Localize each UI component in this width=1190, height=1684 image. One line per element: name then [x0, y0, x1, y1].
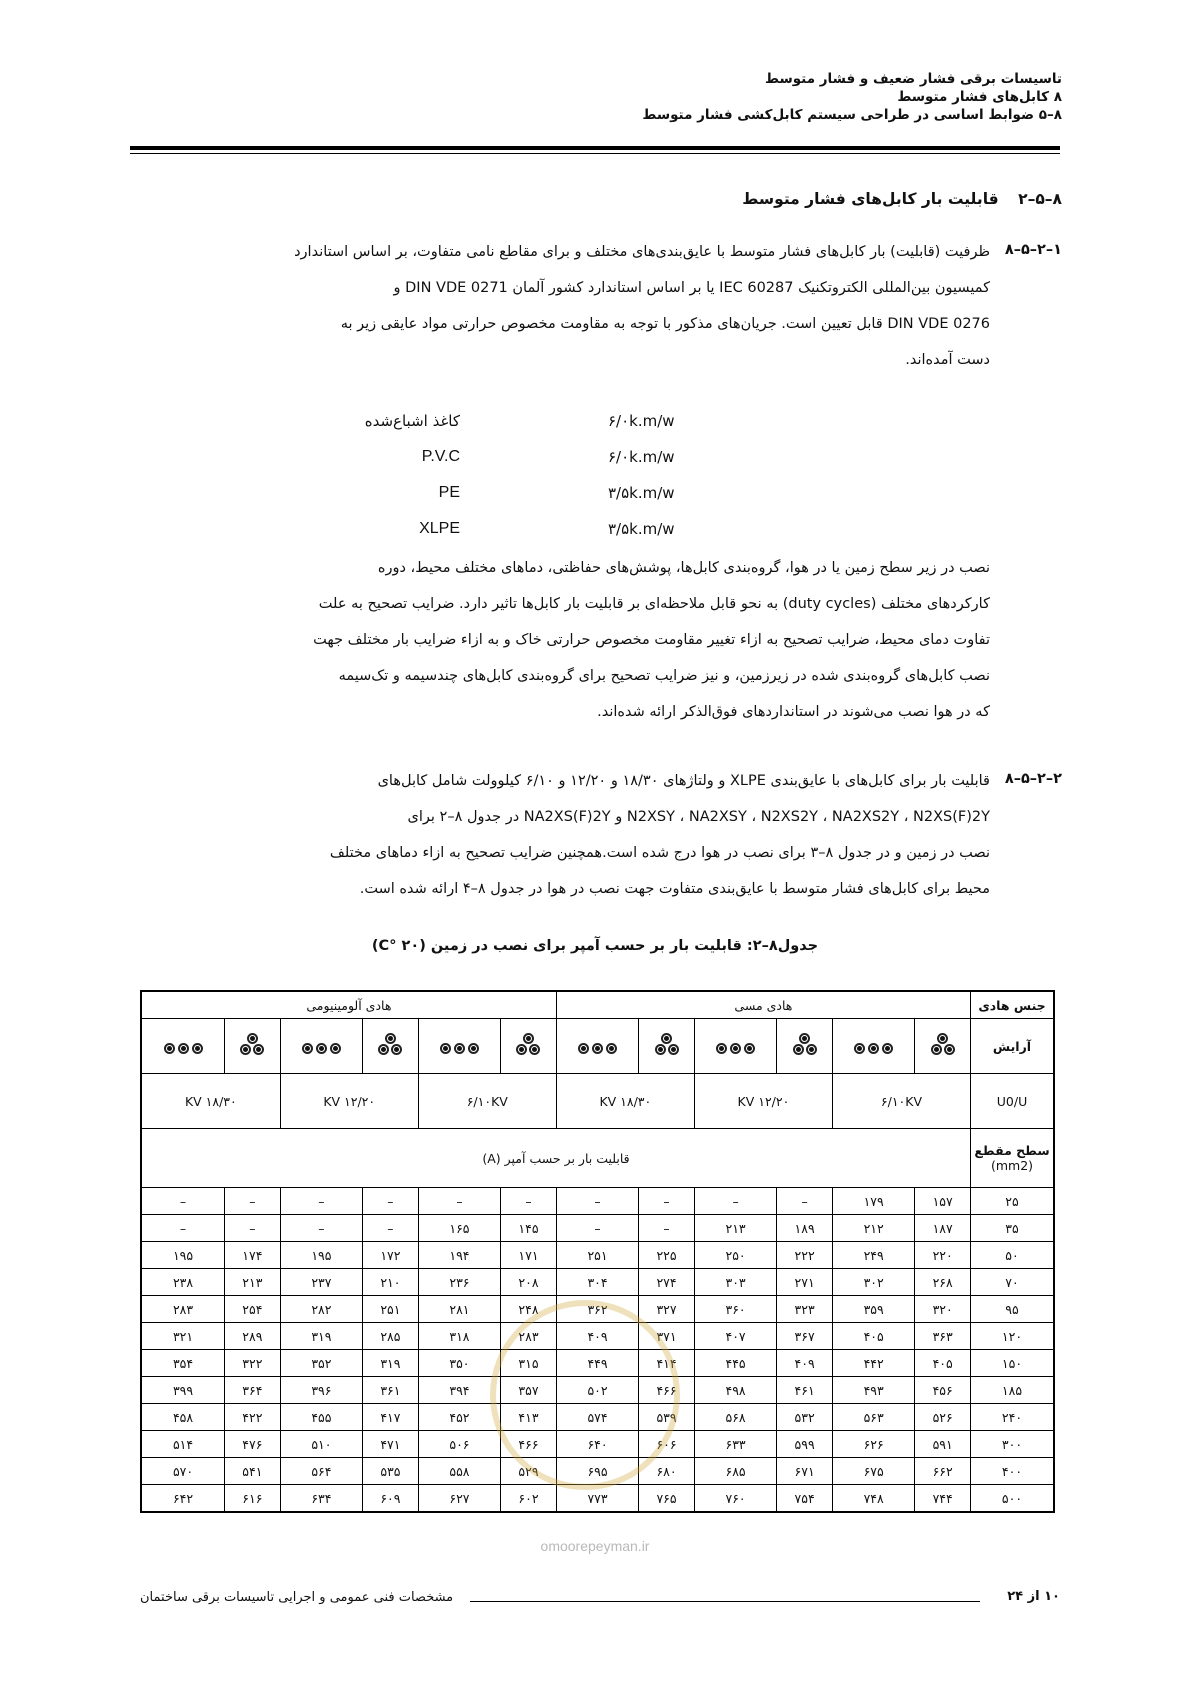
material-name: XLPE [419, 520, 460, 537]
value-cell: ۴۵۵ [280, 1404, 362, 1431]
section-cell: ۵۰۰ [971, 1485, 1055, 1513]
arrangement-cell [639, 1019, 695, 1074]
paragraph-1 [160, 234, 990, 378]
value-cell: ۶۴۲ [141, 1485, 225, 1513]
value-cell: ۴۰۵ [832, 1323, 914, 1350]
value-cell: ۳۲۰ [915, 1296, 971, 1323]
value-cell: ۷۶۰ [694, 1485, 776, 1513]
voltage-cell: ۱۸/۳۰ KV [141, 1074, 280, 1129]
paragraph-2-line: نصب کابل‌های گروه‌بندی شده در زیرزمین، و نیز ضرایب تصحیح برای گروه‌بندی کابل‌های چندسیمه و تک‌سیمه [338, 668, 990, 684]
voltage-cell: ۱۸/۳۰ KV [556, 1074, 694, 1129]
trefoil-arrangement-icon [792, 1033, 818, 1057]
value-cell: ۲۷۱ [777, 1269, 833, 1296]
value-cell: ۴۵۶ [915, 1377, 971, 1404]
value-cell: ۷۷۳ [556, 1485, 638, 1513]
section-unit: (mm2) [990, 1158, 1034, 1173]
material-name: PE [438, 484, 460, 501]
value-cell: – [639, 1188, 695, 1215]
paragraph-2-line: تفاوت دمای محیط، ضرایب تصحیح به ازاء تغییر مقاومت مخصوص حرارتی خاک و به ازاء ضرایب بار مختلف جهت [313, 632, 990, 648]
value-cell: – [280, 1188, 362, 1215]
value-cell: – [418, 1188, 500, 1215]
value-cell: ۲۸۳ [501, 1323, 557, 1350]
value-cell: ۷۴۴ [915, 1485, 971, 1513]
value-cell: ۲۸۹ [225, 1323, 281, 1350]
value-cell: ۱۸۷ [915, 1215, 971, 1242]
arrangement-label: آرایش [971, 1019, 1055, 1074]
value-cell: ۶۲۷ [418, 1485, 500, 1513]
value-cell: ۲۸۱ [418, 1296, 500, 1323]
value-cell: ۳۰۲ [832, 1269, 914, 1296]
value-cell: – [556, 1215, 638, 1242]
value-cell: ۵۰۲ [556, 1377, 638, 1404]
value-cell: – [694, 1188, 776, 1215]
material-row [0, 412, 1190, 436]
value-cell: ۴۵۲ [418, 1404, 500, 1431]
value-cell: ۲۸۳ [141, 1296, 225, 1323]
paragraph-3 [160, 763, 990, 907]
header-rule-thin [130, 153, 1060, 154]
value-cell: ۵۶۸ [694, 1404, 776, 1431]
section-number: ۸–۵–۲ [1018, 190, 1062, 208]
voltage-cell: ۶/۱۰KV [832, 1074, 970, 1129]
material-name: P.V.C [421, 448, 460, 465]
section-cell: ۳۰۰ [971, 1431, 1055, 1458]
trefoil-arrangement-icon [930, 1033, 956, 1057]
value-cell: ۳۶۲ [556, 1296, 638, 1323]
value-cell: ۳۷۱ [639, 1323, 695, 1350]
value-cell: ۳۹۹ [141, 1377, 225, 1404]
trefoil-arrangement-icon [377, 1033, 403, 1057]
voltage-cell: ۱۲/۲۰ KV [280, 1074, 418, 1129]
page-number: ۱۰ از ۲۴ [1007, 1589, 1060, 1604]
section-cell: ۱۲۰ [971, 1323, 1055, 1350]
value-cell: – [141, 1215, 225, 1242]
value-cell: – [501, 1188, 557, 1215]
value-cell: – [280, 1215, 362, 1242]
arrangement-cell [141, 1019, 225, 1074]
section-cell: ۹۵ [971, 1296, 1055, 1323]
value-cell: ۱۷۹ [832, 1188, 914, 1215]
value-cell: ۵۹۹ [777, 1431, 833, 1458]
voltage-row [141, 1074, 1054, 1129]
material-row [0, 484, 1190, 508]
value-cell: ۲۲۵ [639, 1242, 695, 1269]
watermark-text: omoorepeyman.ir [540, 1538, 650, 1554]
value-cell: ۷۴۸ [832, 1485, 914, 1513]
arrangement-cell [832, 1019, 914, 1074]
table-row [141, 1215, 1054, 1242]
value-cell: ۳۹۴ [418, 1377, 500, 1404]
value-cell: ۵۲۹ [501, 1458, 557, 1485]
value-cell: ۲۶۸ [915, 1269, 971, 1296]
paragraph-number-1: ۸–۵–۲–۱ [1004, 242, 1062, 258]
value-cell: ۲۵۱ [556, 1242, 638, 1269]
value-cell: ۱۴۵ [501, 1215, 557, 1242]
value-cell: ۵۰۶ [418, 1431, 500, 1458]
flat-arrangement-icon [716, 1043, 755, 1054]
arrangement-cell [694, 1019, 776, 1074]
value-cell: ۱۸۹ [777, 1215, 833, 1242]
value-cell: ۵۴۱ [225, 1458, 281, 1485]
header-line-1: تاسیسات برقی فشار ضعیف و فشار متوسط [764, 71, 1062, 87]
aluminium-group-header: هادی آلومینیومی [141, 991, 556, 1019]
arrangement-cell [915, 1019, 971, 1074]
unit-row [141, 1129, 1054, 1188]
value-cell: ۲۵۴ [225, 1296, 281, 1323]
flat-arrangement-icon [578, 1043, 617, 1054]
value-cell: ۴۶۱ [777, 1377, 833, 1404]
value-cell: ۵۶۳ [832, 1404, 914, 1431]
value-cell: ۳۶۴ [225, 1377, 281, 1404]
section-title: قابلیت بار کابل‌های فشار متوسط [742, 190, 999, 208]
value-cell: ۳۵۲ [280, 1350, 362, 1377]
value-cell: ۲۳۷ [280, 1269, 362, 1296]
value-cell: ۱۹۵ [280, 1242, 362, 1269]
paragraph-2-line: که در هوا نصب می‌شوند در استانداردهای فوق‌الذکر ارائه شده‌اند. [597, 704, 990, 720]
value-cell: ۵۳۲ [777, 1404, 833, 1431]
value-cell: ۵۹۱ [915, 1431, 971, 1458]
value-cell: ۵۱۴ [141, 1431, 225, 1458]
table-caption: جدول۸–۲: قابلیت بار بر حسب آمپر برای نصب در زمین (۲۰ °C) [371, 938, 819, 954]
value-cell: ۴۰۹ [777, 1350, 833, 1377]
value-cell: – [363, 1215, 419, 1242]
value-cell: ۶۸۵ [694, 1458, 776, 1485]
value-cell: – [225, 1188, 281, 1215]
value-cell: – [639, 1215, 695, 1242]
value-cell: ۴۴۹ [556, 1350, 638, 1377]
value-cell: ۵۶۴ [280, 1458, 362, 1485]
watermark-seal [490, 1300, 680, 1490]
value-cell: ۴۱۴ [639, 1350, 695, 1377]
value-cell: ۳۱۹ [280, 1323, 362, 1350]
value-cell: ۳۰۴ [556, 1269, 638, 1296]
value-cell: ۴۱۷ [363, 1404, 419, 1431]
flat-arrangement-icon [302, 1043, 341, 1054]
section-cell: ۲۵ [971, 1188, 1055, 1215]
value-cell: ۳۲۷ [639, 1296, 695, 1323]
paragraph-2-line: نصب در زیر سطح زمین یا در هوا، گروه‌بندی کابل‌ها، پوشش‌های حفاظتی، دماهای مختلف محیط، دوره [377, 560, 990, 576]
section-cell: ۳۵ [971, 1215, 1055, 1242]
value-cell: ۶۷۱ [777, 1458, 833, 1485]
value-cell: ۶۰۹ [363, 1485, 419, 1513]
flat-arrangement-icon [164, 1043, 203, 1054]
value-cell: ۶۹۵ [556, 1458, 638, 1485]
section-cell: ۱۵۰ [971, 1350, 1055, 1377]
value-cell: ۵۵۸ [418, 1458, 500, 1485]
paragraph-3-line: نصب در زمین و در جدول ۸–۳ برای نصب در هوا درج شده است.همچنین ضرایب تصحیح به ازاء دماهای مختلف [329, 845, 990, 861]
value-cell: – [556, 1188, 638, 1215]
section-cell: ۲۴۰ [971, 1404, 1055, 1431]
value-cell: ۲۴۸ [501, 1296, 557, 1323]
table-row [141, 1242, 1054, 1269]
value-cell: – [363, 1188, 419, 1215]
value-cell: ۶۰۶ [639, 1431, 695, 1458]
section-cell: ۱۸۵ [971, 1377, 1055, 1404]
arrangement-cell [418, 1019, 500, 1074]
capacity-label: قابلیت بار بر حسب آمپر (A) [141, 1129, 971, 1188]
arrangement-cell [280, 1019, 362, 1074]
value-cell: ۲۳۶ [418, 1269, 500, 1296]
value-cell: ۶۳۴ [280, 1485, 362, 1513]
value-cell: ۳۵۷ [501, 1377, 557, 1404]
value-cell: ۱۷۲ [363, 1242, 419, 1269]
section-label: سطح مقطع [974, 1143, 1050, 1158]
arrangement-cell [777, 1019, 833, 1074]
value-cell: ۵۷۰ [141, 1458, 225, 1485]
value-cell: ۲۵۰ [694, 1242, 776, 1269]
paragraph-2 [160, 550, 990, 730]
arrangement-cell [501, 1019, 557, 1074]
value-cell: ۳۰۳ [694, 1269, 776, 1296]
value-cell: ۵۱۰ [280, 1431, 362, 1458]
value-cell: ۳۵۹ [832, 1296, 914, 1323]
paragraph-1-line: ظرفیت (قابلیت) بار کابل‌های فشار متوسط با عایق‌بندی‌های مختلف و برای مقاطع نامی متفاوت، بر اساس استاندارد [294, 244, 990, 260]
trefoil-arrangement-icon [654, 1033, 680, 1057]
material-row [0, 520, 1190, 544]
value-cell: ۵۲۶ [915, 1404, 971, 1431]
value-cell: ۳۱۹ [363, 1350, 419, 1377]
paragraph-3-line: محیط برای کابل‌های فشار متوسط با عایق‌بندی متفاوت جهت نصب در هوا در جدول ۸–۴ ارائه شده است. [359, 881, 990, 897]
value-cell: ۲۸۵ [363, 1323, 419, 1350]
value-cell: – [141, 1188, 225, 1215]
table-row [141, 1188, 1054, 1215]
paragraph-1-line: DIN VDE 0276 قابل تعیین است. جریان‌های مذکور با توجه به مقاومت مخصوص حرارتی مواد عایقی زیر به [340, 316, 990, 332]
value-cell: ۱۶۵ [418, 1215, 500, 1242]
value-cell: ۴۹۳ [832, 1377, 914, 1404]
value-cell: ۴۹۸ [694, 1377, 776, 1404]
value-cell: ۳۲۲ [225, 1350, 281, 1377]
material-row [0, 448, 1190, 472]
value-cell: ۳۶۳ [915, 1323, 971, 1350]
trefoil-arrangement-icon [515, 1033, 541, 1057]
section-heading [742, 190, 1062, 208]
voltage-label: U0/U [971, 1074, 1055, 1129]
header-line-2: ۸ کابل‌های فشار متوسط [897, 89, 1062, 105]
value-cell: ۳۹۶ [280, 1377, 362, 1404]
trefoil-arrangement-icon [239, 1033, 265, 1057]
arrangement-row [141, 1019, 1054, 1074]
paragraph-3-line: قابلیت بار برای کابل‌های با عایق‌بندی XLPE و ولتاژهای ۱۸/۳۰ و ۱۲/۲۰ و ۶/۱۰ کیلوولت شامل کابل‌های [377, 773, 990, 789]
value-cell: ۲۰۸ [501, 1269, 557, 1296]
value-cell: ۴۰۵ [915, 1350, 971, 1377]
value-cell: ۳۵۰ [418, 1350, 500, 1377]
value-cell: – [225, 1215, 281, 1242]
value-cell: ۲۱۲ [832, 1215, 914, 1242]
value-cell: ۶۴۰ [556, 1431, 638, 1458]
conductor-label: جنس هادی [971, 991, 1055, 1019]
arrangement-cell [225, 1019, 281, 1074]
material-value: ۶/۰k.m/w [608, 448, 675, 466]
value-cell: ۵۳۵ [363, 1458, 419, 1485]
value-cell: ۳۶۷ [777, 1323, 833, 1350]
flat-arrangement-icon [440, 1043, 479, 1054]
value-cell: ۳۵۴ [141, 1350, 225, 1377]
value-cell: ۶۲۶ [832, 1431, 914, 1458]
value-cell: ۲۷۴ [639, 1269, 695, 1296]
value-cell: ۳۶۰ [694, 1296, 776, 1323]
value-cell: ۴۱۳ [501, 1404, 557, 1431]
value-cell: ۵۳۹ [639, 1404, 695, 1431]
footer-title: مشخصات فنی عمومی و اجرایی تاسیسات برقی ساختمان [140, 1590, 454, 1605]
value-cell: ۲۲۲ [777, 1242, 833, 1269]
voltage-cell: ۱۲/۲۰ KV [694, 1074, 832, 1129]
material-value: ۶/۰k.m/w [608, 412, 675, 430]
table-row [141, 1269, 1054, 1296]
value-cell: ۲۸۲ [280, 1296, 362, 1323]
copper-group-header: هادی مسی [556, 991, 970, 1019]
value-cell: ۴۵۸ [141, 1404, 225, 1431]
value-cell: ۴۰۹ [556, 1323, 638, 1350]
value-cell: ۱۷۴ [225, 1242, 281, 1269]
arrangement-cell [363, 1019, 419, 1074]
value-cell: ۶۱۶ [225, 1485, 281, 1513]
value-cell: ۲۱۰ [363, 1269, 419, 1296]
value-cell: ۶۶۲ [915, 1458, 971, 1485]
material-name: کاغذ اشباع‌شده [364, 412, 460, 430]
value-cell: ۲۵۱ [363, 1296, 419, 1323]
value-cell: ۳۱۵ [501, 1350, 557, 1377]
value-cell: ۱۷۱ [501, 1242, 557, 1269]
value-cell: ۴۷۱ [363, 1431, 419, 1458]
value-cell: ۱۹۵ [141, 1242, 225, 1269]
value-cell: ۲۱۳ [694, 1215, 776, 1242]
arrangement-cell [556, 1019, 638, 1074]
value-cell: ۶۷۵ [832, 1458, 914, 1485]
value-cell: ۴۰۷ [694, 1323, 776, 1350]
header-line-3: ۸–۵ ضوابط اساسی در طراحی سیستم کابل‌کشی فشار متوسط [642, 107, 1062, 123]
value-cell: ۲۱۳ [225, 1269, 281, 1296]
paragraph-number-3: ۸–۵–۲–۲ [1004, 771, 1062, 787]
paragraph-2-line: کارکردهای مختلف (duty cycles) به نحو قابل ملاحظه‌ای بر قابلیت بار کابل‌ها تاثیر دارد. ضرایب تصحیح به علت [318, 596, 990, 612]
value-cell: – [777, 1188, 833, 1215]
section-label-cell [971, 1129, 1055, 1188]
value-cell: ۴۶۶ [639, 1377, 695, 1404]
running-header [122, 70, 1062, 124]
material-value: ۳/۵k.m/w [608, 484, 675, 502]
value-cell: ۴۶۶ [501, 1431, 557, 1458]
section-cell: ۴۰۰ [971, 1458, 1055, 1485]
value-cell: ۴۲۲ [225, 1404, 281, 1431]
value-cell: ۳۱۸ [418, 1323, 500, 1350]
section-cell: ۵۰ [971, 1242, 1055, 1269]
value-cell: ۱۹۴ [418, 1242, 500, 1269]
value-cell: ۱۵۷ [915, 1188, 971, 1215]
value-cell: ۴۴۵ [694, 1350, 776, 1377]
header-rule-thick [130, 146, 1060, 150]
value-cell: ۷۶۵ [639, 1485, 695, 1513]
section-cell: ۷۰ [971, 1269, 1055, 1296]
value-cell: ۲۳۸ [141, 1269, 225, 1296]
footer-rule [470, 1601, 980, 1602]
value-cell: ۶۳۳ [694, 1431, 776, 1458]
paragraph-1-line: دست آمده‌اند. [905, 352, 990, 368]
paragraph-1-line: کمیسیون بین‌المللی الکتروتکنیک IEC 60287 یا بر اساس استاندارد کشور آلمان DIN VDE 0271 و [393, 280, 990, 296]
value-cell: ۴۷۶ [225, 1431, 281, 1458]
value-cell: ۳۶۱ [363, 1377, 419, 1404]
value-cell: ۶۸۰ [639, 1458, 695, 1485]
value-cell: ۳۲۳ [777, 1296, 833, 1323]
material-value: ۳/۵k.m/w [608, 520, 675, 538]
value-cell: ۶۰۲ [501, 1485, 557, 1513]
value-cell: ۵۷۴ [556, 1404, 638, 1431]
paragraph-3-line: N2XSY ، NA2XSY ، N2XS2Y ، NA2XS2Y ، N2XS(F)2Y و NA2XS(F)2Y در جدول ۸–۲ برای [407, 809, 990, 825]
value-cell: ۳۲۱ [141, 1323, 225, 1350]
value-cell: ۲۴۹ [832, 1242, 914, 1269]
value-cell: ۴۴۲ [832, 1350, 914, 1377]
voltage-cell: ۶/۱۰KV [418, 1074, 556, 1129]
value-cell: ۷۵۴ [777, 1485, 833, 1513]
flat-arrangement-icon [854, 1043, 893, 1054]
table-header-row [141, 991, 1054, 1019]
value-cell: ۲۲۰ [915, 1242, 971, 1269]
